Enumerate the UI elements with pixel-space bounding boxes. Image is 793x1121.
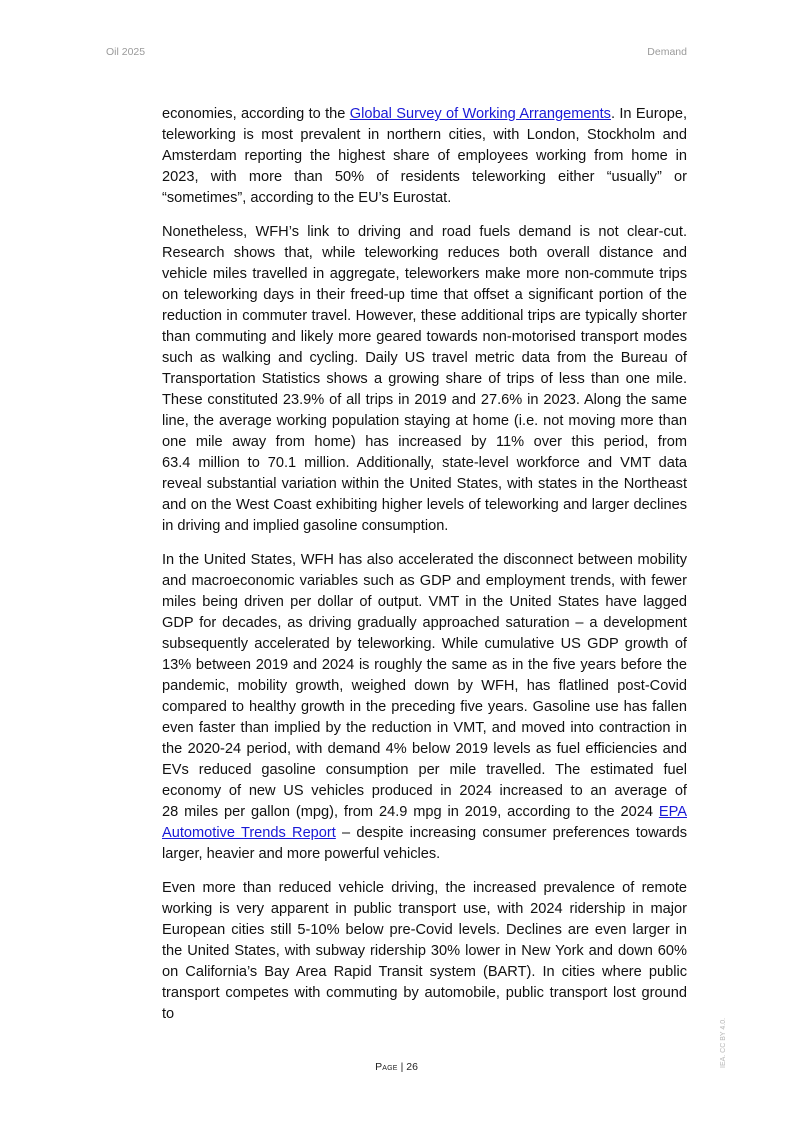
page-separator: | (397, 1061, 407, 1073)
epa-trends-report-link[interactable]: EPA Automotive Trends Report (162, 804, 687, 841)
license-notice: IEA. CC BY 4.0. (720, 1017, 727, 1068)
paragraph-3-text-end: – despite increasing consumer preferences towards larger, heavier and more powerful vehicles. (162, 825, 688, 862)
paragraph-3 (162, 550, 687, 865)
paragraph-1-text-end: . In Europe, teleworking is most prevalent in northern cities, with London, Stockholm and Amsterdam reporting the highest share of employees working from home in 2023, with more than 50% of residents teleworking either “usually” or “sometimes”, according to the EU’s Eurostat. (162, 106, 688, 206)
paragraph-1-text-start: economies, according to the (162, 106, 350, 122)
page-number: 26 (406, 1061, 418, 1073)
paragraph-4: Even more than reduced vehicle driving, the increased prevalence of remote working is very apparent in public transport use, with 2024 ridership in major European cities still 5-10% below pre-Covid levels. Declines are even larger in the United States, with subway ridership 30% lower in New York and down 60% on California’s Bay Area Rapid Transit system (BART). In cities where public transport competes with commuting by automobile, public transport lost ground to (162, 880, 687, 1022)
page-footer (0, 1061, 793, 1073)
paragraph-3-text-start: In the United States, WFH has also accelerated the disconnect between mobility and macroeconomic variables such as GDP and employment trends, with fewer miles being driven per dollar of output. VMT in the United States have lagged GDP for decades, as driving gradually approached saturation – a development subsequently accelerated by teleworking. While cumulative US GDP growth of 13% between 2019 and 2024 is roughly the same as in the five years before the pandemic, mobility growth, weighed down by WFH, has flatlined post-Covid compared to healthy growth in the preceding five years. Gasoline use has fallen even faster than implied by the reduction in VMT, and moved into contraction in the 2020-24 period, with demand 4% below 2019 levels as fuel efficiencies and EVs reduced gasoline consumption per mile travelled. The estimated fuel economy of new US vehicles produced in 2024 increased to an average of 28 miles per gallon (mpg), from 24.9 mpg in 2019, according to the 2024 (162, 552, 687, 820)
header-section-title: Demand (647, 46, 687, 58)
header-report-title: Oil 2025 (106, 46, 146, 58)
global-survey-link[interactable]: Global Survey of Working Arrangements (349, 106, 611, 122)
page-label: Page (375, 1061, 398, 1073)
body-text (162, 104, 687, 1038)
paragraph-1 (162, 104, 687, 209)
paragraph-2: Nonetheless, WFH’s link to driving and road fuels demand is not clear-cut. Research shows that, while teleworking reduces both overall distance and vehicle miles travelled in aggregate, teleworkers make more non-commute trips on teleworking days in their freed-up time that offset a significant portion of the reduction in commuter travel. However, these additional trips are typically shorter than commuting and likely more geared towards non-motorised transport modes such as walking and cycling. Daily US travel metric data from the Bureau of Transportation Statistics shows a growing share of trips of less than one mile. These constituted 23.9% of all trips in 2019 and 27.6% in 2023. Along the same line, the average working population staying at home (i.e. not moving more than one mile away from home) has increased by 11% over this period, from 63.4 million to 70.1 million. Additionally, state-level workforce and VMT data reveal substantial variation within the United States, with states in the Northeast and on the West Coast exhibiting higher levels of teleworking and larger declines in driving and implied gasoline consumption. (162, 224, 687, 534)
